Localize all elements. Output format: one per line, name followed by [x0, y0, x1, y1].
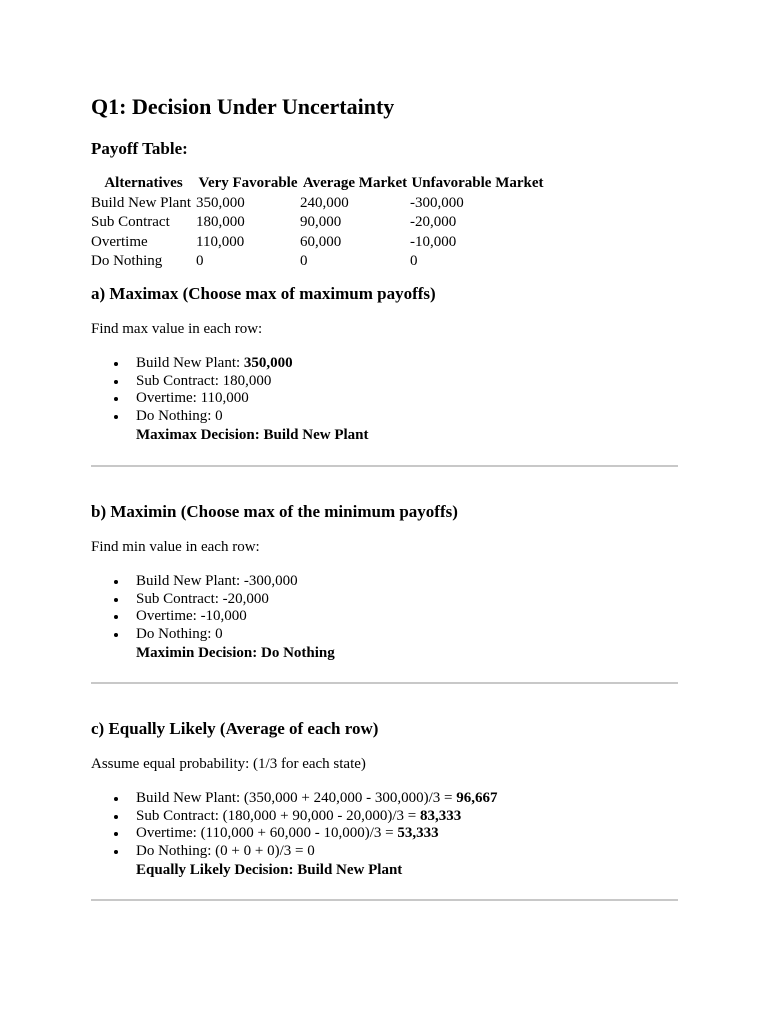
list-item-value: 83,333: [419, 807, 462, 824]
payoff-heading-block: [91, 138, 681, 174]
list-item: [136, 573, 681, 591]
list-item-text: Build New Plant: -300,000: [136, 573, 298, 589]
table-cell: 240,000: [300, 194, 349, 211]
maximax-intro: Find max value in each row:: [91, 321, 263, 337]
table-row: [91, 252, 545, 272]
maximax-heading: a) Maximax (Choose max of maximum payoffs): [91, 284, 436, 303]
maximax-section: [91, 283, 681, 465]
list-item-text: Overtime: -10,000: [136, 608, 247, 624]
header-unfavorable-market: Unfavorable Market: [411, 175, 544, 191]
list-item-text: Sub Contract: -20,000: [136, 590, 269, 607]
equally-likely-decision: Equally Likely Decision: Build New Plant: [136, 862, 403, 878]
table-cell: -20,000: [410, 214, 457, 230]
list-item: [136, 355, 681, 373]
table-cell: Build New Plant: [91, 194, 191, 211]
list-item-text: Do Nothing: 0: [136, 407, 223, 424]
maximin-section: [91, 467, 681, 682]
table-cell: 60,000: [300, 233, 342, 250]
list-item: [136, 608, 681, 626]
list-item-text: Overtime: 110,000: [136, 390, 249, 406]
list-item: [136, 808, 681, 826]
payoff-table-heading: Payoff Table:: [91, 139, 188, 158]
document-content: [91, 92, 681, 901]
table-cell: 0: [410, 253, 418, 269]
list-item-text: Build New Plant:: [136, 355, 244, 371]
table-cell: 0: [196, 253, 204, 269]
table-cell: Overtime: [91, 233, 148, 250]
table-cell: 180,000: [196, 214, 245, 230]
list-item-value: 350,000: [243, 355, 293, 371]
table-cell: 90,000: [300, 214, 342, 230]
table-cell: Sub Contract: [91, 214, 170, 230]
table-cell: 0: [300, 253, 308, 269]
equally-likely-heading: c) Equally Likely (Average of each row): [91, 719, 379, 738]
list-item: [136, 408, 681, 426]
maximax-decision: Maximax Decision: Build New Plant: [136, 427, 369, 443]
title-block: [91, 92, 681, 138]
table-cell: Do Nothing: [91, 253, 163, 269]
section-divider: [91, 899, 678, 901]
list-item-text: Do Nothing: 0: [136, 625, 223, 642]
list-item-text: Sub Contract: (180,000 + 90,000 - 20,000)/3 =: [136, 807, 420, 824]
maximin-heading: b) Maximin (Choose max of the minimum payoffs): [91, 502, 458, 521]
table-cell: -10,000: [410, 233, 457, 250]
list-item: [136, 626, 681, 644]
table-cell: -300,000: [410, 194, 464, 211]
payoff-table: [91, 174, 545, 272]
table-cell: 110,000: [196, 233, 245, 250]
header-very-favorable: Very Favorable: [198, 175, 298, 191]
list-item: [136, 790, 681, 808]
equally-likely-intro: Assume equal probability: (1/3 for each state): [91, 756, 366, 772]
page-title: Q1: Decision Under Uncertainty: [91, 94, 395, 119]
list-item-text: Build New Plant: (350,000 + 240,000 - 300,000)/3 =: [136, 790, 457, 806]
list-item-value: 96,667: [456, 790, 498, 806]
list-item-text: Do Nothing: (0 + 0 + 0)/3 = 0: [136, 842, 315, 859]
table-cell: 350,000: [196, 194, 245, 211]
equally-likely-section: [91, 684, 681, 899]
list-item-text: Sub Contract: 180,000: [136, 372, 272, 389]
list-item: [136, 373, 681, 391]
table-row: [91, 194, 545, 214]
header-average-market: Average Market: [302, 175, 408, 191]
list-item-text: Overtime: (110,000 + 60,000 - 10,000)/3 =: [136, 825, 398, 841]
list-item-value: 53,333: [397, 825, 439, 841]
header-alternatives: Alternatives: [104, 175, 183, 191]
table-row: [91, 213, 545, 233]
maximin-decision: Maximin Decision: Do Nothing: [136, 645, 335, 661]
payoff-table-wrap: [91, 174, 681, 283]
list-item: [136, 843, 681, 861]
list-item: [136, 825, 681, 843]
equally-likely-list: [91, 790, 681, 860]
list-item: [136, 390, 681, 408]
maximax-list: [91, 355, 681, 425]
maximin-list: [91, 573, 681, 643]
payoff-table-header-row: [91, 174, 545, 194]
table-row: [91, 233, 545, 253]
maximin-intro: Find min value in each row:: [91, 539, 260, 555]
list-item: [136, 591, 681, 609]
